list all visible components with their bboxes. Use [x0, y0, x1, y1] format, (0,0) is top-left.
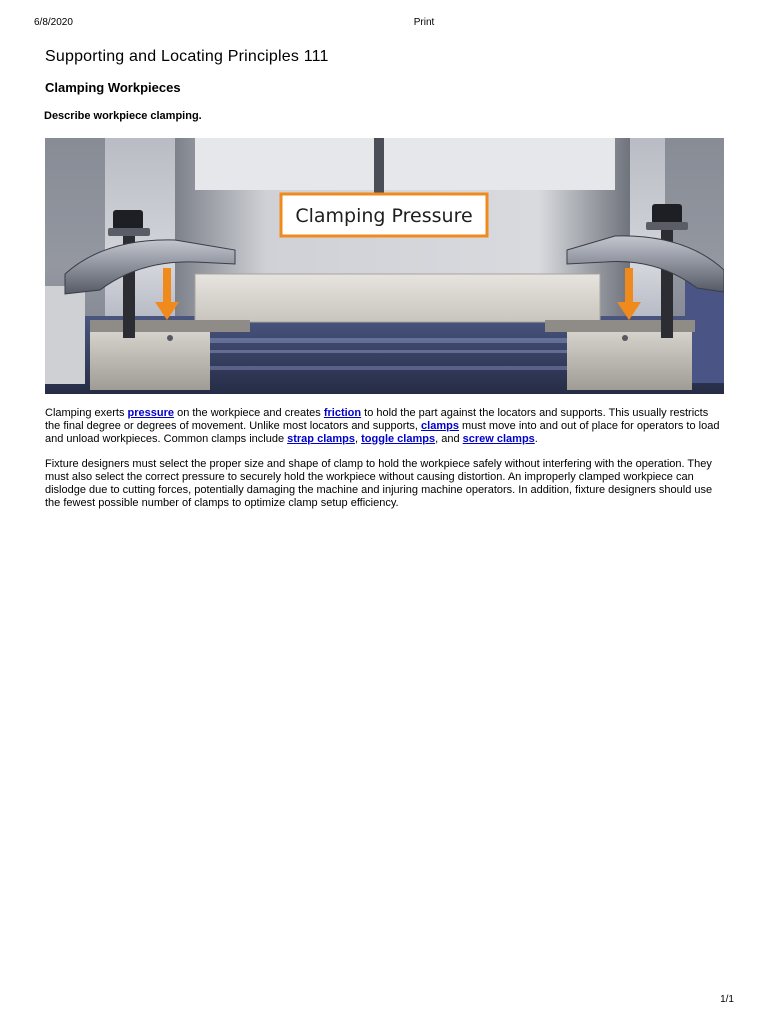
- print-header-title: Print: [413, 17, 435, 28]
- section-heading: Clamping Workpieces: [45, 80, 181, 95]
- text-span: .: [534, 433, 538, 445]
- page-title: Supporting and Locating Principles 111: [45, 48, 329, 65]
- text-span: ,: [355, 433, 362, 445]
- clamping-photo: [45, 138, 724, 394]
- text-span: on the workpiece and creates: [174, 407, 324, 419]
- text-span: , and: [435, 433, 463, 445]
- figure-label: Clamping Pressure: [295, 205, 473, 227]
- text-span: Clamping exerts: [45, 407, 128, 419]
- link-clamps[interactable]: clamps: [421, 420, 459, 432]
- paragraph-clamping-intro: [45, 407, 725, 446]
- print-date: 6/8/2020: [34, 17, 73, 28]
- link-screw-clamps[interactable]: screw clamps: [462, 433, 535, 445]
- page-number: 1/1: [720, 994, 734, 1005]
- clamping-figure: [45, 138, 724, 394]
- link-toggle-clamps[interactable]: toggle clamps: [361, 433, 436, 445]
- text-span: to hold the part against the locators and supports. This usually restricts the final degree or degrees of movement. Unlike most locators and supports,: [45, 407, 709, 432]
- text-span: must move into and out of place for operators to load and unload workpieces. Common clamps include: [45, 420, 720, 445]
- document-content: [44, 46, 725, 509]
- paragraph-fixture-design: Fixture designers must select the proper size and shape of clamp to hold the workpiece safely without interfering with the operation. They must also select the correct pressure to securely hold the workpiece without causing distortion. An improperly clamped workpiece can dislodge due to cutting forces, potentially damaging the machine and injuring machine operators. In addition, fixture designers should use the fewest possible number of clamps to optimize clamp setup efficiency.: [45, 458, 713, 509]
- link-strap-clamps[interactable]: strap clamps: [287, 433, 355, 445]
- link-pressure[interactable]: pressure: [127, 407, 175, 419]
- objective-text: Describe workpiece clamping.: [44, 110, 202, 122]
- link-friction[interactable]: friction: [323, 407, 362, 419]
